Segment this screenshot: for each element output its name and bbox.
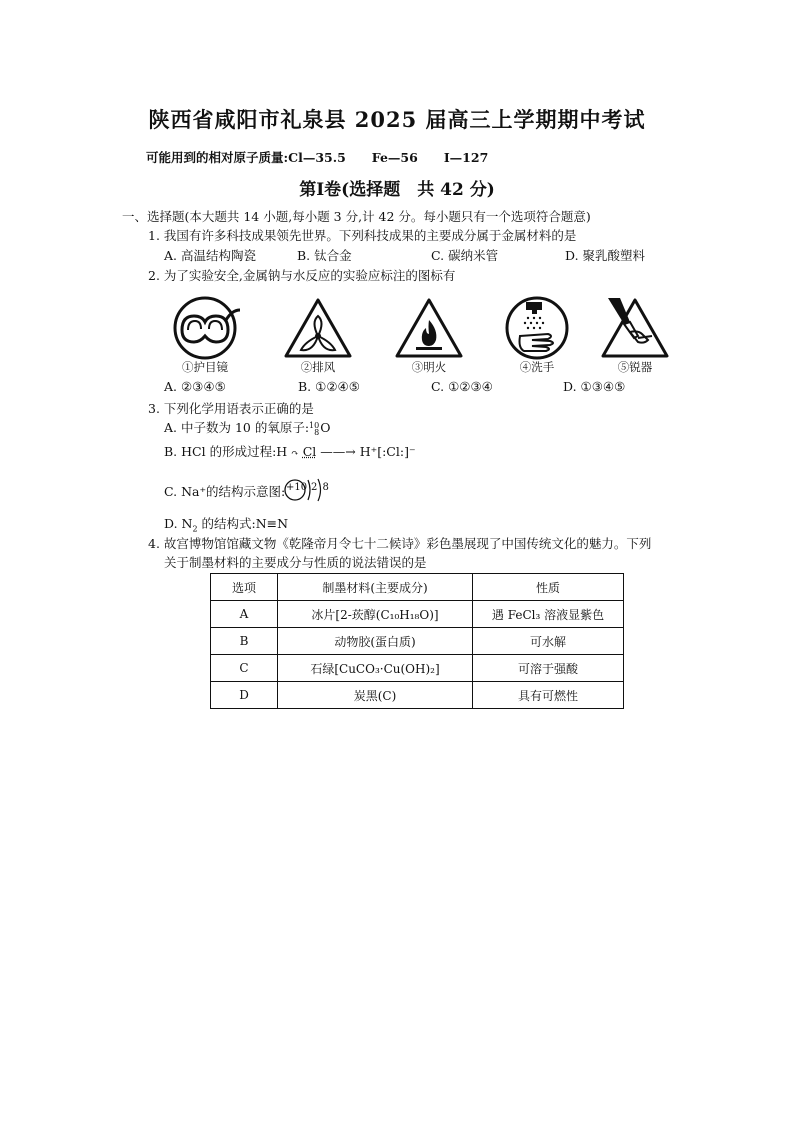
table-cell: B xyxy=(211,628,278,655)
fan-icon xyxy=(283,296,353,360)
na-nucleus: +10 xyxy=(286,482,308,493)
q3-a-atomic: 8 xyxy=(314,427,320,437)
flame-icon xyxy=(394,296,464,360)
table-cell: 石绿[CuCO₃·Cu(OH)₂] xyxy=(278,655,473,682)
q2-option-a: A. ②③④⑤ xyxy=(164,379,226,394)
q2-option-d: D. ①③④⑤ xyxy=(563,379,626,394)
table-cell: 冰片[2-莰醇(C₁₀H₁₈O)] xyxy=(278,601,473,628)
q2-option-b: B. ①②④⑤ xyxy=(298,379,360,394)
table-row xyxy=(211,682,624,709)
sharp-label: ⑤锐器 xyxy=(617,360,653,374)
q3-d-suffix: 的结构式:N≡N xyxy=(197,516,289,531)
q2-stem: 2. 为了实验安全,金属钠与水反应的实验应标注的图标有 xyxy=(148,268,456,283)
table-cell: D xyxy=(211,682,278,709)
na-shells: 2 8 xyxy=(311,482,330,493)
q3-stem: 3. 下列化学用语表示正确的是 xyxy=(148,401,314,416)
q4-stem-line2: 关于制墨材料的主要成分与性质的说法错误的是 xyxy=(164,555,427,570)
table-header-cell: 性质 xyxy=(473,574,624,601)
q1-option-d: D. 聚乳酸塑料 xyxy=(565,248,646,263)
q3-a-text: A. 中子数为 10 的氧原子: xyxy=(164,420,310,435)
q3-d-prefix: D. N xyxy=(164,516,193,531)
atomic-mass-fe: Fe—56 xyxy=(371,150,418,165)
q3-b-text: B. HCl 的形成过程: xyxy=(164,444,277,459)
q3-option-d xyxy=(164,514,288,534)
atomic-masses xyxy=(146,148,514,166)
table-cell: 遇 FeCl₃ 溶液显紫色 xyxy=(473,601,624,628)
q3-a-mass: 10 xyxy=(309,420,320,430)
q3-b-h: H xyxy=(276,444,288,459)
q3-option-a xyxy=(164,418,330,436)
table-cell: A xyxy=(211,601,278,628)
q3-option-c xyxy=(164,482,285,500)
atomic-mass-label: 可能用到的相对原子质量: xyxy=(146,150,289,165)
table-cell: 具有可燃性 xyxy=(473,682,624,709)
part-heading: 一、选择题(本大题共 14 小题,每小题 3 分,计 42 分。每小题只有一个选项符合题意) xyxy=(122,209,591,224)
q3-option-b xyxy=(164,442,416,460)
flame-label: ③明火 xyxy=(411,360,447,374)
table-cell: C xyxy=(211,655,278,682)
table-cell: 动物胶(蛋白质) xyxy=(278,628,473,655)
handwash-label: ④洗手 xyxy=(519,360,555,374)
goggles-label: ①护目镜 xyxy=(182,360,228,374)
q3-d-sub: 2 xyxy=(192,524,198,534)
curved-arrow-icon: ↷ xyxy=(291,449,299,459)
table-header-row xyxy=(211,574,624,601)
table-row xyxy=(211,601,624,628)
table-row xyxy=(211,655,624,682)
table-header-cell: 制墨材料(主要成分) xyxy=(278,574,473,601)
q3-b-cl: Cl xyxy=(302,444,317,459)
q1-option-c: C. 碳纳米管 xyxy=(431,248,499,263)
q3-a-symbol: O xyxy=(320,420,331,435)
q2-option-c: C. ①②③④ xyxy=(431,379,493,394)
q4-table xyxy=(210,573,624,709)
q3-c-text: C. Na⁺的结构示意图: xyxy=(164,484,286,499)
goggles-icon xyxy=(170,296,240,360)
q1-option-a: A. 高温结构陶瓷 xyxy=(164,248,256,263)
table-cell: 炭黑(C) xyxy=(278,682,473,709)
exam-title: 陕西省咸阳市礼泉县 2025 届高三上学期期中考试 xyxy=(148,107,646,132)
fan-label: ②排风 xyxy=(300,360,336,374)
q3-b-product: H⁺[:Cl:]⁻ xyxy=(359,444,416,459)
q1-option-b: B. 钛合金 xyxy=(297,248,352,263)
table-cell: 可水解 xyxy=(473,628,624,655)
table-header-cell: 选项 xyxy=(211,574,278,601)
section-title: 第Ⅰ卷(选择题 共 42 分) xyxy=(299,180,495,200)
atomic-mass-cl: Cl—35.5 xyxy=(288,150,346,165)
table-cell: 可溶于强酸 xyxy=(473,655,624,682)
q1-stem: 1. 我国有许多科技成果领先世界。下列科技成果的主要成分属于金属材料的是 xyxy=(148,228,577,243)
handwash-icon xyxy=(502,296,572,360)
q4-stem-line1: 4. 故宫博物馆馆藏文物《乾隆帝月令七十二候诗》彩色墨展现了中国传统文化的魅力。下列 xyxy=(148,536,652,551)
atomic-mass-i: I—127 xyxy=(443,150,489,165)
table-row xyxy=(211,628,624,655)
arrow-icon: ——→ xyxy=(320,444,356,459)
sharp-icon xyxy=(600,296,670,360)
